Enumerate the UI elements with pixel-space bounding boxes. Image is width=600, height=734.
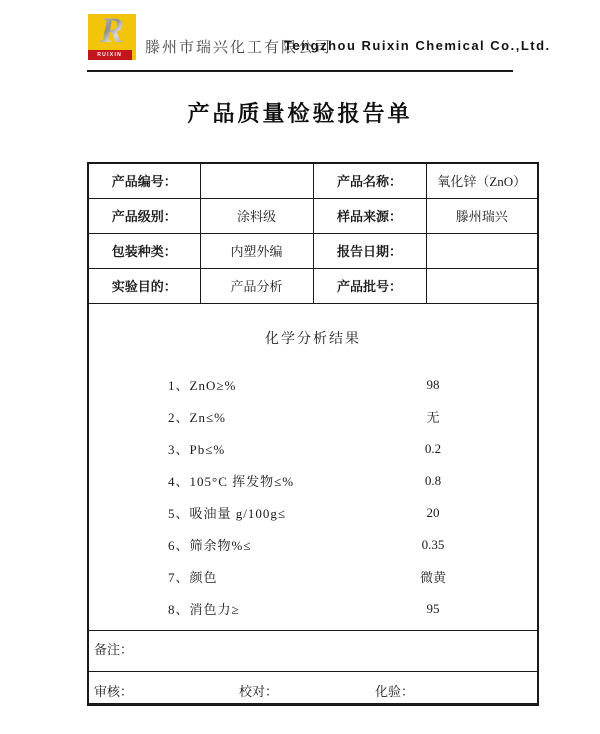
list-item <box>89 497 537 529</box>
chem-item-label: 4、105°C 挥发物≤% <box>168 474 295 489</box>
report-table <box>87 162 539 706</box>
product-name-label: 产品名称： <box>313 163 426 198</box>
chem-item-value: 98 <box>426 376 440 392</box>
product-grade-label: 产品级别： <box>88 198 200 233</box>
table-row <box>88 268 538 303</box>
list-item <box>89 369 537 401</box>
chem-item-value: 0.8 <box>424 472 442 488</box>
batch-number-label: 产品批号： <box>313 268 426 303</box>
table-row <box>88 233 538 268</box>
signature-cell <box>88 671 538 704</box>
chem-item-value: 20 <box>426 504 440 520</box>
table-row <box>88 198 538 233</box>
chem-item-value: 0.35 <box>421 536 445 552</box>
proofread-label: 校对： <box>239 683 279 699</box>
chem-item-label: 8、消色力≥ <box>168 602 240 617</box>
list-item <box>89 561 537 593</box>
chem-item-value: 微黄 <box>419 570 446 585</box>
letterhead-divider <box>87 70 513 72</box>
chem-results-cell <box>88 303 538 630</box>
list-item <box>89 529 537 561</box>
table-row <box>88 163 538 198</box>
signature-row <box>88 671 538 704</box>
company-name-chinese: 滕州市瑞兴化工有限公司 <box>145 40 333 56</box>
remark-cell <box>88 630 538 671</box>
package-type-label: 包装种类： <box>88 233 200 268</box>
chem-item-label: 6、筛余物%≤ <box>168 538 252 553</box>
list-item <box>89 465 537 497</box>
chem-item-label: 3、Pb≤% <box>168 442 226 457</box>
batch-number-value <box>426 268 538 303</box>
remark-row <box>88 630 538 671</box>
list-item <box>89 401 537 433</box>
chem-item-label: 7、颜色 <box>168 570 218 585</box>
chem-results-row <box>88 303 538 630</box>
package-type-value: 内塑外编 <box>200 233 313 268</box>
company-name-english: Tengzhou Ruixin Chemical Co.,Ltd. <box>284 38 551 53</box>
logo-brand-strip <box>88 50 132 60</box>
report-date-label: 报告日期： <box>313 233 426 268</box>
list-item <box>89 433 537 465</box>
chem-item-value: 95 <box>426 600 440 616</box>
chem-item-label: 2、Zn≤% <box>168 410 226 425</box>
product-grade-value: 涂料级 <box>200 198 313 233</box>
test-purpose-value: 产品分析 <box>200 268 313 303</box>
sample-source-label: 样品来源： <box>313 198 426 233</box>
product-code-value <box>200 163 313 198</box>
sample-source-value: 滕州瑞兴 <box>426 198 538 233</box>
company-logo <box>88 10 136 60</box>
remark-label: 备注： <box>94 641 134 657</box>
chem-items-list <box>89 369 537 625</box>
chem-item-value: 无 <box>426 410 440 425</box>
chem-item-label: 1、ZnO≥% <box>168 378 237 393</box>
chem-item-label: 5、吸油量 g/100g≤ <box>168 506 286 521</box>
product-code-label: 产品编号： <box>88 163 200 198</box>
logo-r-icon: R <box>88 10 136 50</box>
test-purpose-label: 实验目的： <box>88 268 200 303</box>
chem-results-heading: 化学分析结果 <box>265 331 361 347</box>
report-date-value <box>426 233 538 268</box>
assay-label: 化验： <box>375 683 415 699</box>
product-name-value: 氧化锌（ZnO） <box>426 163 538 198</box>
review-label: 审核： <box>94 683 134 699</box>
page-title: 产品质量检验报告单 <box>187 101 413 126</box>
logo-brand-text: RUIXIN <box>97 52 123 58</box>
chem-item-value: 0.2 <box>424 440 442 456</box>
list-item <box>89 593 537 625</box>
